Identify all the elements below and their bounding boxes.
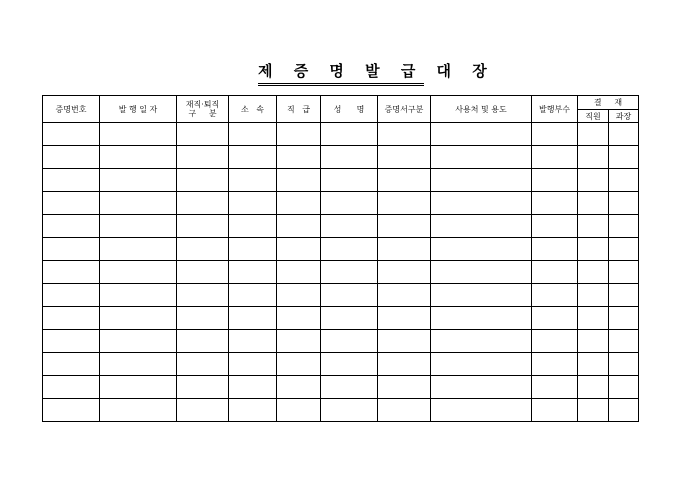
table-row	[43, 146, 639, 169]
table-cell[interactable]	[43, 399, 100, 422]
table-cell[interactable]	[532, 399, 578, 422]
table-row	[43, 261, 639, 284]
table-cell[interactable]	[100, 123, 177, 146]
table-cell[interactable]	[321, 192, 378, 215]
table-row	[43, 284, 639, 307]
table-cell[interactable]	[277, 353, 321, 376]
table-cell[interactable]	[277, 192, 321, 215]
table-cell[interactable]	[431, 192, 532, 215]
table-cell[interactable]	[431, 261, 532, 284]
table-cell[interactable]	[277, 330, 321, 353]
table-cell[interactable]	[229, 399, 277, 422]
table-cell[interactable]	[532, 169, 578, 192]
table-cell[interactable]	[177, 284, 229, 307]
table-cell[interactable]	[431, 376, 532, 399]
table-cell[interactable]	[578, 399, 609, 422]
table-cell[interactable]	[177, 376, 229, 399]
table-cell[interactable]	[177, 353, 229, 376]
table-cell[interactable]	[578, 353, 609, 376]
table-cell[interactable]	[378, 215, 431, 238]
table-cell[interactable]	[43, 169, 100, 192]
table-cell[interactable]	[532, 353, 578, 376]
table-cell[interactable]	[229, 146, 277, 169]
table-cell[interactable]	[578, 192, 609, 215]
table-cell[interactable]	[229, 238, 277, 261]
table-cell[interactable]	[578, 123, 609, 146]
table-cell[interactable]	[43, 261, 100, 284]
table-cell[interactable]	[431, 307, 532, 330]
table-cell[interactable]	[229, 123, 277, 146]
header-status-bottom: 구 분	[188, 109, 217, 118]
table-cell[interactable]	[532, 238, 578, 261]
header-cert-no: 증명번호	[43, 96, 100, 123]
table-cell[interactable]	[609, 399, 639, 422]
table-row	[43, 330, 639, 353]
table-cell[interactable]	[609, 330, 639, 353]
table-cell[interactable]	[532, 307, 578, 330]
table-cell[interactable]	[321, 215, 378, 238]
table-cell[interactable]	[100, 376, 177, 399]
table-cell[interactable]	[578, 376, 609, 399]
table-row	[43, 353, 639, 376]
header-cert-type: 증명서구분	[378, 96, 431, 123]
table-cell[interactable]	[321, 376, 378, 399]
table-cell[interactable]	[431, 215, 532, 238]
header-manager: 과장	[609, 110, 639, 123]
table-cell[interactable]	[378, 146, 431, 169]
header-copies: 발행부수	[532, 96, 578, 123]
table-cell[interactable]	[100, 284, 177, 307]
table-cell[interactable]	[578, 307, 609, 330]
table-cell[interactable]	[532, 376, 578, 399]
table-cell[interactable]	[229, 376, 277, 399]
table-cell[interactable]	[100, 146, 177, 169]
title-underline	[258, 83, 424, 84]
ledger-body	[43, 123, 639, 422]
table-cell[interactable]	[609, 353, 639, 376]
table-cell[interactable]	[578, 238, 609, 261]
table-cell[interactable]	[321, 261, 378, 284]
table-cell[interactable]	[532, 330, 578, 353]
table-cell[interactable]	[43, 376, 100, 399]
table-cell[interactable]	[431, 146, 532, 169]
table-cell[interactable]	[378, 330, 431, 353]
table-cell[interactable]	[609, 146, 639, 169]
table-cell[interactable]	[100, 353, 177, 376]
table-cell[interactable]	[277, 146, 321, 169]
table-cell[interactable]	[532, 284, 578, 307]
table-cell[interactable]	[43, 330, 100, 353]
table-cell[interactable]	[277, 307, 321, 330]
table-cell[interactable]	[100, 169, 177, 192]
table-cell[interactable]	[431, 330, 532, 353]
table-cell[interactable]	[321, 146, 378, 169]
table-cell[interactable]	[100, 330, 177, 353]
table-cell[interactable]	[277, 399, 321, 422]
table-cell[interactable]	[609, 169, 639, 192]
table-cell[interactable]	[378, 307, 431, 330]
table-cell[interactable]	[229, 284, 277, 307]
table-cell[interactable]	[378, 353, 431, 376]
table-cell[interactable]	[578, 284, 609, 307]
table-cell[interactable]	[609, 192, 639, 215]
table-cell[interactable]	[578, 169, 609, 192]
table-cell[interactable]	[532, 261, 578, 284]
table-cell[interactable]	[177, 123, 229, 146]
table-cell[interactable]	[277, 376, 321, 399]
table-cell[interactable]	[100, 399, 177, 422]
table-cell[interactable]	[43, 146, 100, 169]
table-cell[interactable]	[229, 307, 277, 330]
table-cell[interactable]	[578, 146, 609, 169]
table-cell[interactable]	[177, 330, 229, 353]
table-cell[interactable]	[43, 192, 100, 215]
table-cell[interactable]	[177, 169, 229, 192]
table-cell[interactable]	[321, 238, 378, 261]
table-cell[interactable]	[609, 123, 639, 146]
table-cell[interactable]	[431, 123, 532, 146]
table-cell[interactable]	[43, 353, 100, 376]
table-cell[interactable]	[378, 192, 431, 215]
table-cell[interactable]	[321, 353, 378, 376]
table-cell[interactable]	[229, 330, 277, 353]
table-cell[interactable]	[578, 330, 609, 353]
table-cell[interactable]	[277, 238, 321, 261]
table-cell[interactable]	[229, 261, 277, 284]
table-cell[interactable]	[43, 238, 100, 261]
table-cell[interactable]	[43, 284, 100, 307]
table-cell[interactable]	[321, 169, 378, 192]
table-cell[interactable]	[321, 330, 378, 353]
table-cell[interactable]	[609, 307, 639, 330]
table-cell[interactable]	[43, 123, 100, 146]
table-row	[43, 123, 639, 146]
header-employment-status	[177, 96, 229, 123]
table-row	[43, 215, 639, 238]
table-row	[43, 399, 639, 422]
table-cell[interactable]	[378, 399, 431, 422]
table-cell[interactable]	[177, 307, 229, 330]
table-cell[interactable]	[532, 146, 578, 169]
header-status-top: 재직·퇴직	[185, 100, 220, 109]
header-usage: 사용처 및 용도	[431, 96, 532, 123]
table-cell[interactable]	[609, 215, 639, 238]
table-cell[interactable]	[177, 215, 229, 238]
header-staff: 직원	[578, 110, 609, 123]
table-cell[interactable]	[378, 238, 431, 261]
table-cell[interactable]	[277, 123, 321, 146]
table-cell[interactable]	[100, 261, 177, 284]
table-cell[interactable]	[277, 215, 321, 238]
table-cell[interactable]	[100, 307, 177, 330]
table-cell[interactable]	[100, 192, 177, 215]
table-cell[interactable]	[277, 261, 321, 284]
table-cell[interactable]	[177, 261, 229, 284]
table-cell[interactable]	[277, 284, 321, 307]
table-cell[interactable]	[378, 123, 431, 146]
table-cell[interactable]	[229, 215, 277, 238]
table-cell[interactable]	[43, 215, 100, 238]
table-cell[interactable]	[277, 169, 321, 192]
table-cell[interactable]	[378, 376, 431, 399]
table-cell[interactable]	[609, 284, 639, 307]
table-cell[interactable]	[532, 123, 578, 146]
table-cell[interactable]	[609, 261, 639, 284]
certificate-issuance-ledger	[42, 95, 639, 422]
table-cell[interactable]	[100, 238, 177, 261]
table-cell[interactable]	[532, 192, 578, 215]
table-cell[interactable]	[100, 215, 177, 238]
table-cell[interactable]	[431, 284, 532, 307]
table-row	[43, 307, 639, 330]
header-position: 직 급	[277, 96, 321, 123]
header-approval: 결 재	[578, 96, 639, 110]
table-cell[interactable]	[321, 284, 378, 307]
table-cell[interactable]	[321, 123, 378, 146]
table-cell[interactable]	[578, 215, 609, 238]
table-cell[interactable]	[229, 353, 277, 376]
title-underline-double	[258, 85, 424, 86]
table-cell[interactable]	[229, 192, 277, 215]
table-cell[interactable]	[378, 261, 431, 284]
table-cell[interactable]	[177, 238, 229, 261]
table-row	[43, 192, 639, 215]
table-cell[interactable]	[431, 238, 532, 261]
table-cell[interactable]	[431, 399, 532, 422]
table-cell[interactable]	[177, 399, 229, 422]
table-cell[interactable]	[578, 261, 609, 284]
table-cell[interactable]	[378, 284, 431, 307]
table-cell[interactable]	[43, 307, 100, 330]
table-cell[interactable]	[321, 307, 378, 330]
header-name: 성 명	[321, 96, 378, 123]
table-row	[43, 238, 639, 261]
table-cell[interactable]	[609, 376, 639, 399]
table-cell[interactable]	[609, 238, 639, 261]
table-row	[43, 376, 639, 399]
page-title: 제 증 명 발 급 대 장	[258, 62, 495, 80]
table-cell[interactable]	[321, 399, 378, 422]
table-row	[43, 169, 639, 192]
table-cell[interactable]	[431, 169, 532, 192]
table-cell[interactable]	[229, 169, 277, 192]
table-cell[interactable]	[431, 353, 532, 376]
table-cell[interactable]	[177, 146, 229, 169]
header-dept: 소 속	[229, 96, 277, 123]
table-cell[interactable]	[177, 192, 229, 215]
header-issue-date: 발 행 일 자	[100, 96, 177, 123]
table-cell[interactable]	[532, 215, 578, 238]
table-cell[interactable]	[378, 169, 431, 192]
